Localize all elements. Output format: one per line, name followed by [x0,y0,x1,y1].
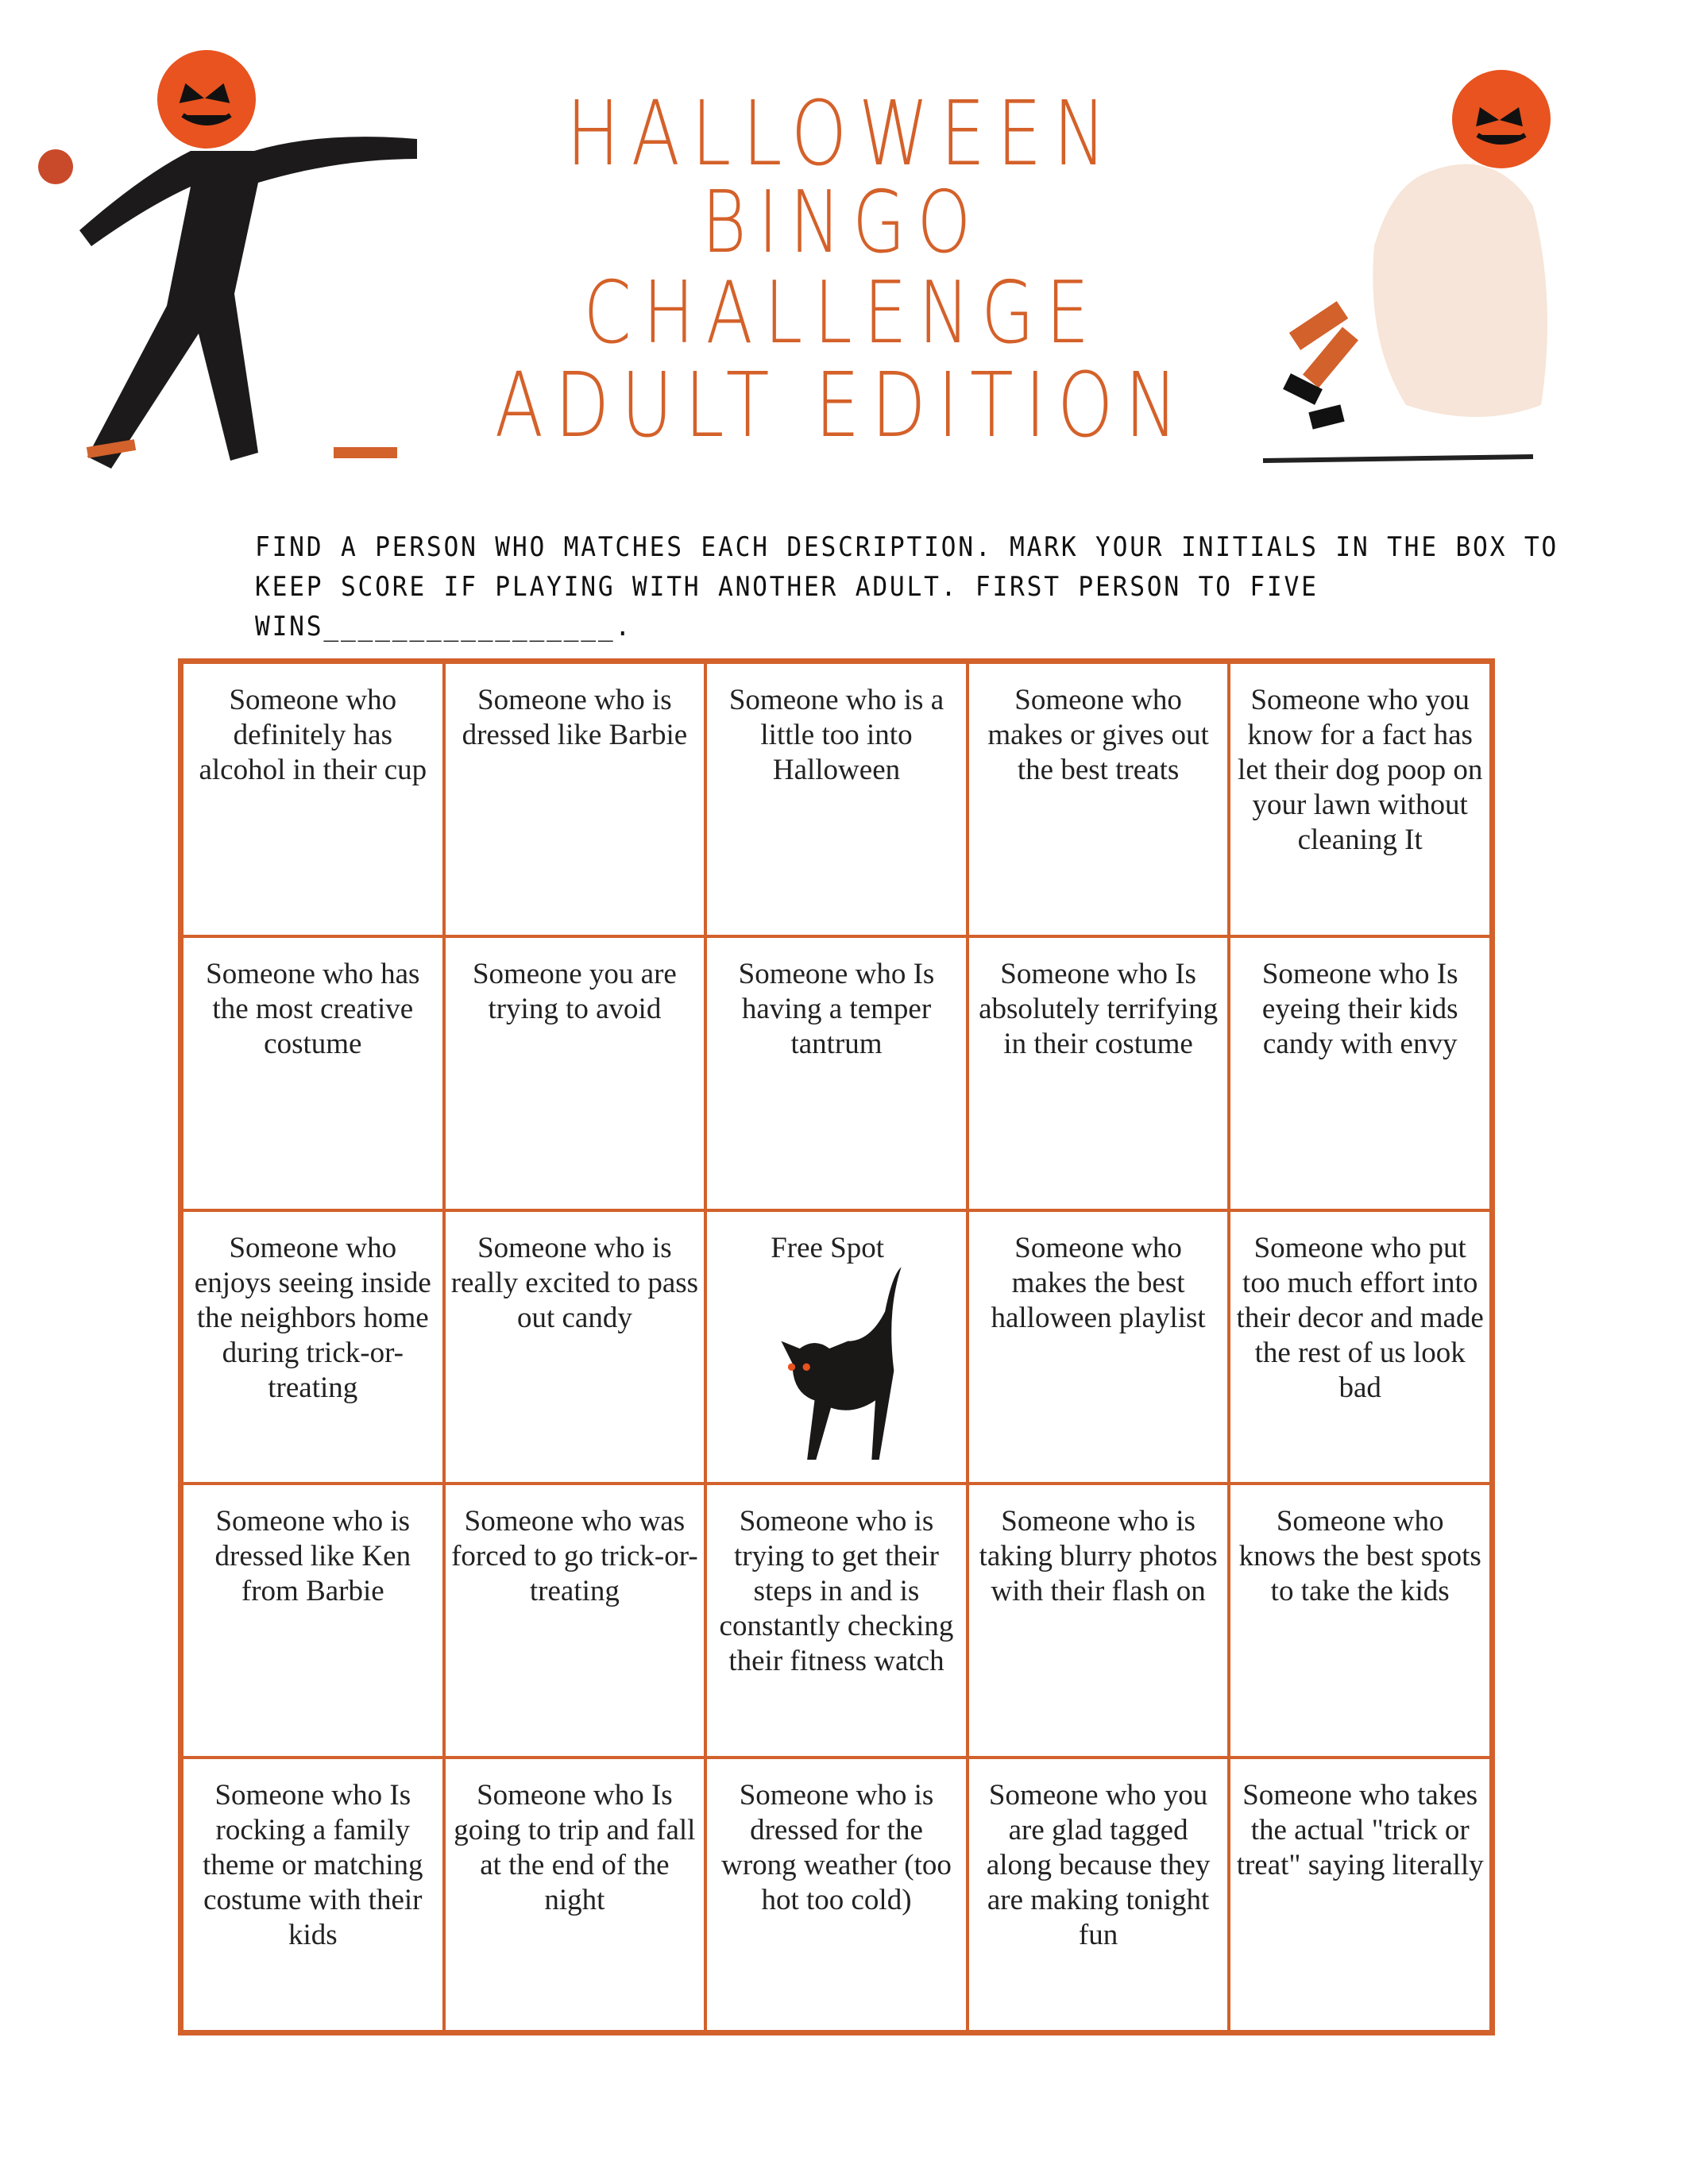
bingo-cell[interactable] [444,936,706,1210]
bingo-cell-text: Someone who Is eyeing their kids candy with envy [1261,957,1458,1060]
bingo-cell-text: Someone who Is rocking a family theme or matching costume with their kids [203,1779,423,1952]
bingo-cell[interactable] [1229,662,1491,936]
bingo-cell[interactable] [705,936,968,1210]
bingo-cell[interactable] [1229,936,1491,1210]
bingo-cell[interactable] [182,936,444,1210]
bingo-cell-text: Someone who has the most creative costume [206,957,420,1060]
bingo-cell[interactable] [968,1758,1230,2032]
bingo-cell-text: Someone who you are glad tagged along because they are making tonight fun [986,1779,1211,1952]
bingo-cell[interactable] [705,662,968,936]
title-line-adult-edition: ADULT EDITION [494,354,1190,457]
bingo-cell[interactable] [1229,1210,1491,1484]
bingo-cell[interactable] [1229,1758,1491,2032]
bingo-cell[interactable] [1229,1484,1491,1758]
bingo-cell-text: Someone who is dressed like Ken from Barbie [214,1505,411,1608]
bingo-cell-text: Someone who is really excited to pass out candy [450,1231,699,1334]
bingo-cell-text: Someone who is a little too into Halloween [728,684,944,786]
bingo-cell[interactable] [182,662,444,936]
bingo-cell[interactable] [444,662,706,936]
bingo-cell-text: Someone who is taking blurry photos with their flash on [979,1505,1218,1608]
bingo-cell-text: Someone who makes or gives out the best treats [987,684,1209,786]
bingo-cell[interactable] [444,1210,706,1484]
bingo-cell-text: Someone who makes the best halloween playlist [991,1231,1206,1334]
bingo-cell[interactable] [968,1210,1230,1484]
bingo-cell-text: Someone who takes the actual "trick or treat" saying literally [1236,1779,1484,1882]
bingo-cell-text: Someone who enjoys seeing inside the neighbors home during trick-or-treating [194,1231,431,1404]
bingo-cell-text: Someone who Is having a temper tantrum [738,957,935,1060]
bingo-cell-text: Someone who knows the best spots to take the kids [1238,1505,1481,1608]
bingo-cell-text: Someone who is dressed like Barbie [462,684,688,751]
bingo-cell-text: Someone who Is absolutely terrifying in their costume [979,957,1219,1060]
title-line-challenge: CHALLENGE [583,264,1101,363]
bingo-cell[interactable] [182,1758,444,2032]
bingo-cell[interactable] [705,1484,968,1758]
bingo-cell-text: Someone who Is going to trip and fall at the end of the night [454,1779,696,1917]
bingo-cell[interactable] [444,1758,706,2032]
title-line-bingo: BINGO [701,173,983,272]
bingo-cell-text: Someone who you know for a fact has let their dog poop on your lawn without cleaning It [1238,684,1483,856]
bingo-cell-text: Someone who is trying to get their steps in and is constantly checking their fitness watch [719,1505,954,1678]
bingo-cell[interactable] [444,1484,706,1758]
bingo-cell[interactable] [182,1210,444,1484]
black-cat-icon [739,1260,945,1482]
bingo-cell[interactable] [705,1758,968,2032]
bingo-cell[interactable] [182,1484,444,1758]
bingo-cell[interactable] [968,936,1230,1210]
bingo-cell-text: Free Spot [771,1231,885,1264]
pumpkin-head-thrower-illustration [32,40,445,484]
instructions: FIND A PERSON WHO MATCHES EACH DESCRIPTION. MARK YOUR INITIALS IN THE BOX TO KEEP SCORE IF PLAYING WITH ANOTHER ADULT. FIRST PERSON TO FIVE WINS_________________. [255,531,1559,642]
bingo-cell-text: Someone you are trying to avoid [472,957,677,1025]
bingo-grid [178,658,1495,2035]
bingo-cell-text: Someone who put too much effort into their decor and made the rest of us look bad [1236,1231,1484,1404]
bingo-cell-text: Someone who was forced to go trick-or-treating [451,1505,698,1608]
title-line-halloween: HALLOWEEN [566,83,1118,186]
bingo-cell-text: Someone who definitely has alcohol in their cup [199,684,427,786]
bingo-cell[interactable] [968,1484,1230,1758]
bingo-cell-text: Someone who is dressed for the wrong weather (too hot too cold) [721,1779,952,1917]
ghost-with-pumpkin-bomb-illustration [1239,48,1605,477]
bingo-cell[interactable] [968,662,1230,936]
bingo-cell-free-spot[interactable] [705,1210,968,1484]
